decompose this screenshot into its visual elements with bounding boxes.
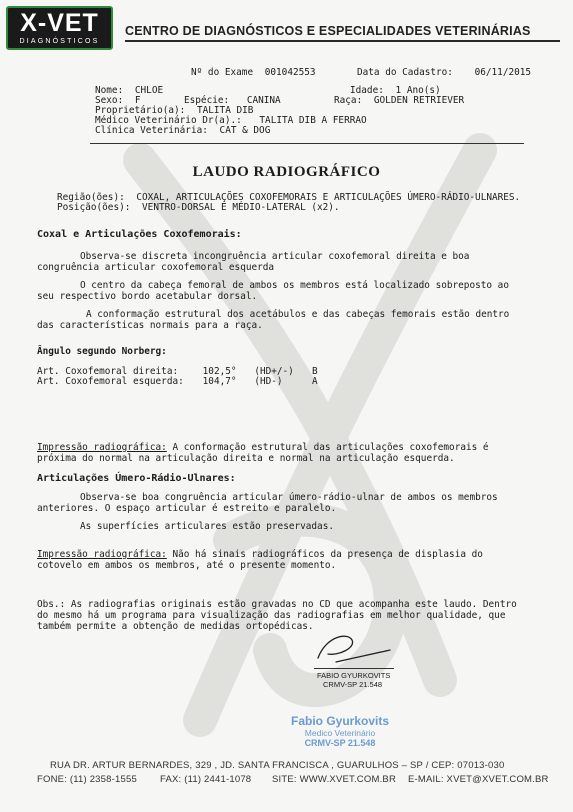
patient-divider — [90, 143, 524, 144]
exam-number-row — [191, 67, 316, 78]
norberg-left-row — [37, 376, 318, 387]
center-title: CENTRO DE DIAGNÓSTICOS E ESPECIALIDADES VETERINÁRIAS — [125, 24, 531, 38]
norberg-left-label: Art. Coxofemoral esquerda: — [37, 376, 184, 387]
coxal-p1-line-2: congruência articular coxofemoral esquerda — [37, 262, 275, 273]
exam-date: 06/11/2015 — [474, 67, 532, 78]
vet-stamp — [280, 714, 400, 749]
coxal-p2-line-1: O centro da cabeça femoral de ambos os membros está localizado sobreposto ao — [80, 280, 509, 291]
patient-age-label: Idade: — [350, 85, 384, 96]
signature-crmv: CRMV-SP 21.548 — [323, 680, 383, 689]
patient-name-label: Nome: — [95, 85, 124, 96]
umero-paragraph-2: As superfícies articulares estão preservadas. — [80, 521, 334, 532]
positions-value: VENTRO-DORSAL E MÉDIO-LATERAL (x2). — [142, 202, 340, 213]
coxal-p1-line-1: Observa-se discreta incongruência articular coxofemoral direita e boa — [80, 251, 470, 262]
umero-p1-line-2: anteriores. O espaço articular é estreito e paralelo. — [37, 503, 337, 514]
regions-value: COXAL, ARTICULAÇÕES COXOFEMORAIS E ARTICULAÇÕES ÚMERO-RÁDIO-ULNARES. — [136, 192, 521, 203]
coxal-p3-line-1: A conformação estrutural dos acetábulos e das cabeças femorais estão dentro — [86, 309, 510, 320]
impression-2-line-2: cotovelo em ambos os membros, até o presente momento. — [37, 560, 337, 571]
norberg-right-grade: B — [311, 366, 318, 377]
coxal-p2-line-2: seu respectivo bordo acetabular dorsal. — [37, 291, 258, 302]
umero-heading: Articulações Úmero-Rádio-Ulnares: — [37, 473, 236, 484]
header-divider — [125, 40, 560, 42]
umero-p1-line-1: Observa-se boa congruência articular úmero-rádio-ulnar de ambos os membros — [80, 492, 498, 503]
coxal-paragraph-3 — [37, 309, 527, 331]
stamp-crmv: CRMV-SP 21.548 — [304, 738, 376, 748]
observations — [37, 599, 547, 632]
patient-sex-label: Sexo: — [95, 95, 124, 106]
norberg-right-label: Art. Coxofemoral direita: — [37, 366, 179, 377]
obs-line-1: Obs.: As radiografias originais estão gravadas no CD que acompanha este laudo. Dentro — [37, 599, 517, 610]
logo-subtitle: DIAGNÓSTICOS — [19, 38, 100, 45]
clinic-name: CAT & DOG — [219, 125, 271, 136]
signature-block — [317, 671, 390, 689]
patient-breed-row — [334, 95, 464, 106]
norberg-heading: Ângulo segundo Norberg: — [37, 346, 167, 357]
obs-line-2: do mesmo há um programa para visualização das radiografias em melhor qualidade, que — [37, 610, 506, 621]
obs-line-3: também permite a obtenção de medidas ortopédicas. — [37, 621, 314, 632]
patient-breed-label: Raça: — [334, 95, 363, 106]
coxal-heading: Coxal e Articulações Coxofemorais: — [37, 229, 242, 240]
coxal-paragraph-2 — [37, 280, 527, 302]
exam-number-label: Nº do Exame — [191, 67, 254, 78]
coxal-paragraph-1 — [37, 251, 527, 273]
report-title: LAUDO RADIOGRÁFICO — [192, 164, 381, 180]
handwritten-signature — [308, 628, 398, 670]
coxal-impression — [37, 442, 537, 464]
logo-text: X-VET — [20, 9, 99, 37]
owner-name: TALITA DIB — [196, 105, 254, 116]
footer-address: RUA DR. ARTUR BERNARDES, 329 , JD. SANTA FRANCISCA , GUARULHOS – SP / CEP: 07013-030 — [50, 760, 505, 771]
norberg-right-note: (HD+/-) — [254, 366, 294, 377]
patient-sex: F — [134, 95, 141, 106]
owner-label: Proprietário(a): — [95, 105, 186, 116]
footer-fone: FONE: (11) 2358-1555 — [37, 774, 137, 785]
footer-fax: FAX: (11) 2441-1078 — [160, 774, 252, 785]
patient-breed: GOLDEN RETRIEVER — [373, 95, 465, 106]
regions-label: Região(ões): — [57, 192, 125, 203]
patient-age: 1 Ano(s) — [395, 85, 441, 96]
coxal-p3-line-2: das características normais para a raça. — [37, 320, 263, 331]
umero-impression — [37, 549, 537, 571]
norberg-left-note: (HD-) — [254, 376, 283, 387]
stamp-title: Medico Veterinário — [304, 728, 376, 738]
signature-name: FABIO GYURKOVITS — [317, 671, 391, 680]
footer-email: E-MAIL: XVET@XVET.COM.BR — [408, 774, 549, 785]
footer-site: SITE: WWW.XVET.COM.BR — [272, 774, 397, 785]
norberg-left-value: 104,7° — [202, 376, 237, 387]
impression-2-line-1: Não há sinais radiográficos da presença de displasia do — [172, 549, 483, 560]
clinic-label: Clínica Veterinária: — [95, 125, 208, 136]
impression-label: Impressão radiográfica: — [37, 442, 167, 453]
patient-species: CANINA — [246, 95, 281, 106]
positions-row — [57, 202, 340, 213]
norberg-left-grade: A — [311, 376, 318, 387]
patient-name: CHLOE — [134, 85, 164, 96]
signature-line — [314, 668, 394, 669]
impression-1-line-1: A conformação estrutural das articulações coxofemorais é — [172, 442, 489, 453]
positions-label: Posição(ões): — [57, 202, 131, 213]
exam-date-row — [357, 67, 531, 78]
clinic-row — [95, 125, 270, 136]
vet-name: TALITA DIB A FERRAO — [259, 115, 367, 126]
umero-paragraph-1 — [37, 492, 537, 514]
exam-number: 001042553 — [264, 67, 316, 78]
norberg-right-value: 102,5° — [202, 366, 237, 377]
xvet-logo — [6, 6, 113, 50]
vet-label: Médico Veterinário Dr(a).: — [95, 115, 242, 126]
impression-2-label: Impressão radiográfica: — [37, 549, 167, 560]
exam-date-label: Data do Cadastro: — [357, 67, 453, 78]
stamp-name: Fabio Gyurkovits — [290, 714, 390, 728]
impression-1-line-2: próxima do normal na articulação direita e normal na articulação esquerda. — [37, 453, 455, 464]
patient-species-label: Espécie: — [184, 95, 230, 106]
